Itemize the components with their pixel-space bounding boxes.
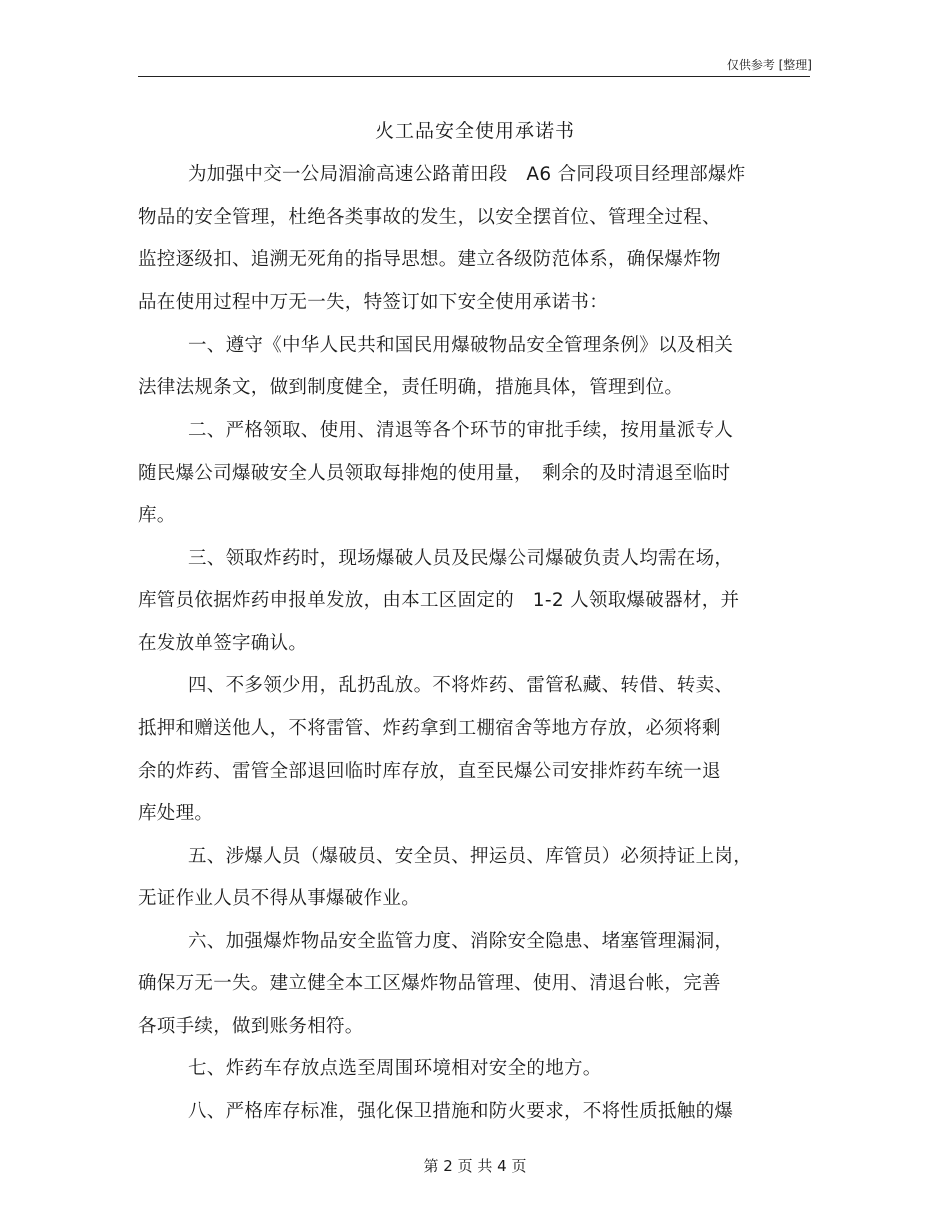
- body-line: 四、不多领少用，乱扔乱放。不将炸药、雷管私藏、转借、转卖、: [188, 675, 734, 696]
- body-line: 二、严格领取、使用、清退等各个环节的审批手续，按用量派专人: [188, 420, 734, 441]
- body-line: 监控逐级扣、追溯无死角的指导思想。建立各级防范体系，确保爆炸物: [138, 249, 721, 270]
- body-line: 库管员依据炸药申报单发放，由本工区固定的 1-2 人领取爆破器材，并: [138, 590, 740, 611]
- body-line: 法律法规条文，做到制度健全，责任明确，措施具体，管理到位。: [138, 377, 684, 398]
- body-line: 一、遵守《中华人民共和国民用爆破物品安全管理条例》以及相关: [188, 335, 734, 356]
- body-line: 余的炸药、雷管全部退回临时库存放，直至民爆公司安排炸药车统一退: [138, 761, 721, 782]
- body-line: 品在使用过程中万无一失，特签订如下安全使用承诺书：: [138, 292, 609, 313]
- body-line: 在发放单签字确认。: [138, 633, 308, 654]
- body-line: 库。: [138, 505, 176, 526]
- page-footer: 第 2 页 共 4 页: [423, 1157, 527, 1175]
- body-line: 六、加强爆炸物品安全监管力度、消除安全隐患、堵塞管理漏洞，: [188, 931, 734, 952]
- document-title: 火工品安全使用承诺书: [374, 120, 575, 142]
- header-note: 仅供参考 [整理]: [726, 58, 812, 72]
- body-line: 确保万无一失。建立健全本工区爆炸物品管理、使用、清退台帐，完善: [138, 973, 721, 994]
- body-line: 七、炸药车存放点选至周围环境相对安全的地方。: [188, 1058, 602, 1079]
- body-line: 为加强中交一公局湄渝高速公路莆田段 A6 合同段项目经理部爆炸: [188, 164, 746, 185]
- body-line: 随民爆公司爆破安全人员领取每排炮的使用量， 剩余的及时清退至临时: [138, 463, 731, 484]
- body-line: 三、领取炸药时，现场爆破人员及民爆公司爆破负责人均需在场，: [188, 548, 734, 569]
- body-line: 五、涉爆人员（爆破员、安全员、押运员、库管员）必须持证上岗，: [188, 846, 753, 867]
- body-line: 八、严格库存标准，强化保卫措施和防火要求，不将性质抵触的爆: [188, 1101, 734, 1122]
- body-line: 库处理。: [138, 803, 214, 824]
- body-line: 物品的安全管理，杜绝各类事故的发生，以安全摆首位、管理全过程、: [138, 207, 721, 228]
- body-line: 各项手续，做到账务相符。: [138, 1016, 364, 1037]
- body-line: 抵押和赠送他人，不将雷管、炸药拿到工棚宿舍等地方存放，必须将剩: [138, 718, 721, 739]
- header-divider: [138, 76, 810, 77]
- body-line: 无证作业人员不得从事爆破作业。: [138, 888, 421, 909]
